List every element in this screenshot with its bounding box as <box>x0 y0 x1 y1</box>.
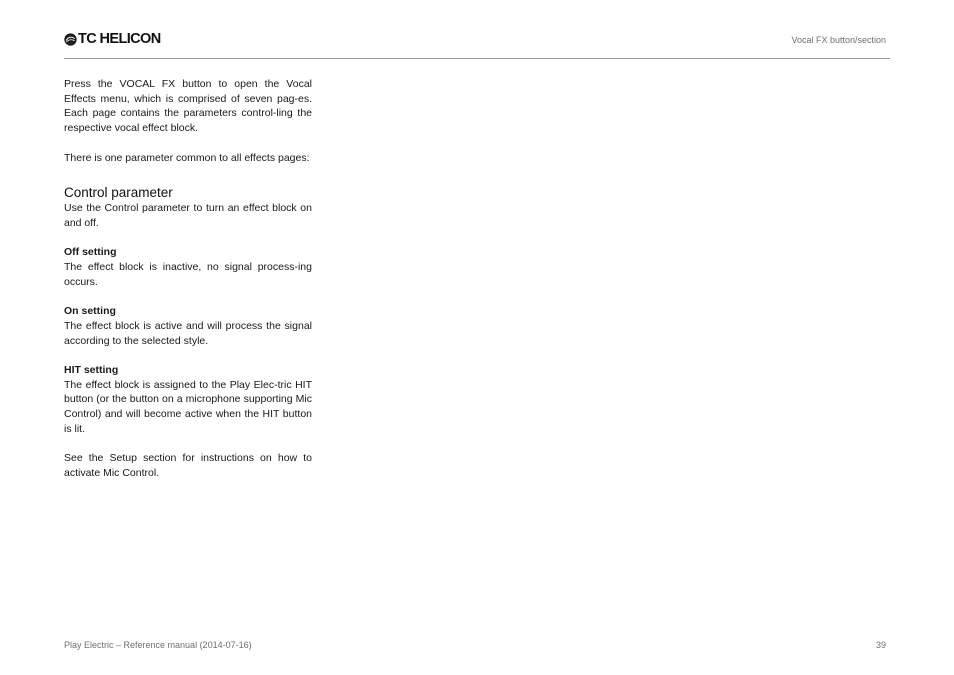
common-parameter-paragraph: There is one parameter common to all effects pages: <box>64 151 310 164</box>
on-setting-text: The effect block is active and will process the signal according to the selected style. <box>64 319 312 347</box>
off-setting-text: The effect block is inactive, no signal process-ing occurs. <box>64 261 312 288</box>
intro-paragraph: Press the VOCAL FX button to open the Vocal Effects menu, which is comprised of seven pag-es. Each page contains the parameters control-ling the respective vocal effect block. <box>64 78 312 135</box>
section-label: Vocal FX button/section <box>791 35 886 45</box>
hit-setting-text: The effect block is assigned to the Play Elec-tric HIT button (or the button on a microphone supporting Mic Control) and will become active when the HIT button is lit. <box>64 378 312 435</box>
off-setting-heading: Off setting <box>64 246 117 259</box>
hit-setting-heading: HIT setting <box>64 363 119 376</box>
tc-helicon-logo-icon <box>64 33 77 46</box>
page-number: 39 <box>875 640 886 650</box>
on-setting-heading: On setting <box>64 305 116 318</box>
footer-manual-title: Play Electric – Reference manual (2014-07-16) <box>64 640 252 650</box>
see-setup-paragraph: See the Setup section for instructions on how to activate Mic Control. <box>64 452 312 479</box>
control-parameter-heading: Control parameter <box>64 185 173 201</box>
control-parameter-text: Use the Control parameter to turn an effect block on and off. <box>64 202 312 229</box>
header-divider <box>64 58 890 59</box>
logo-text: TC HELICON <box>78 31 161 47</box>
main-content <box>64 77 312 481</box>
tc-helicon-logo <box>64 31 161 47</box>
